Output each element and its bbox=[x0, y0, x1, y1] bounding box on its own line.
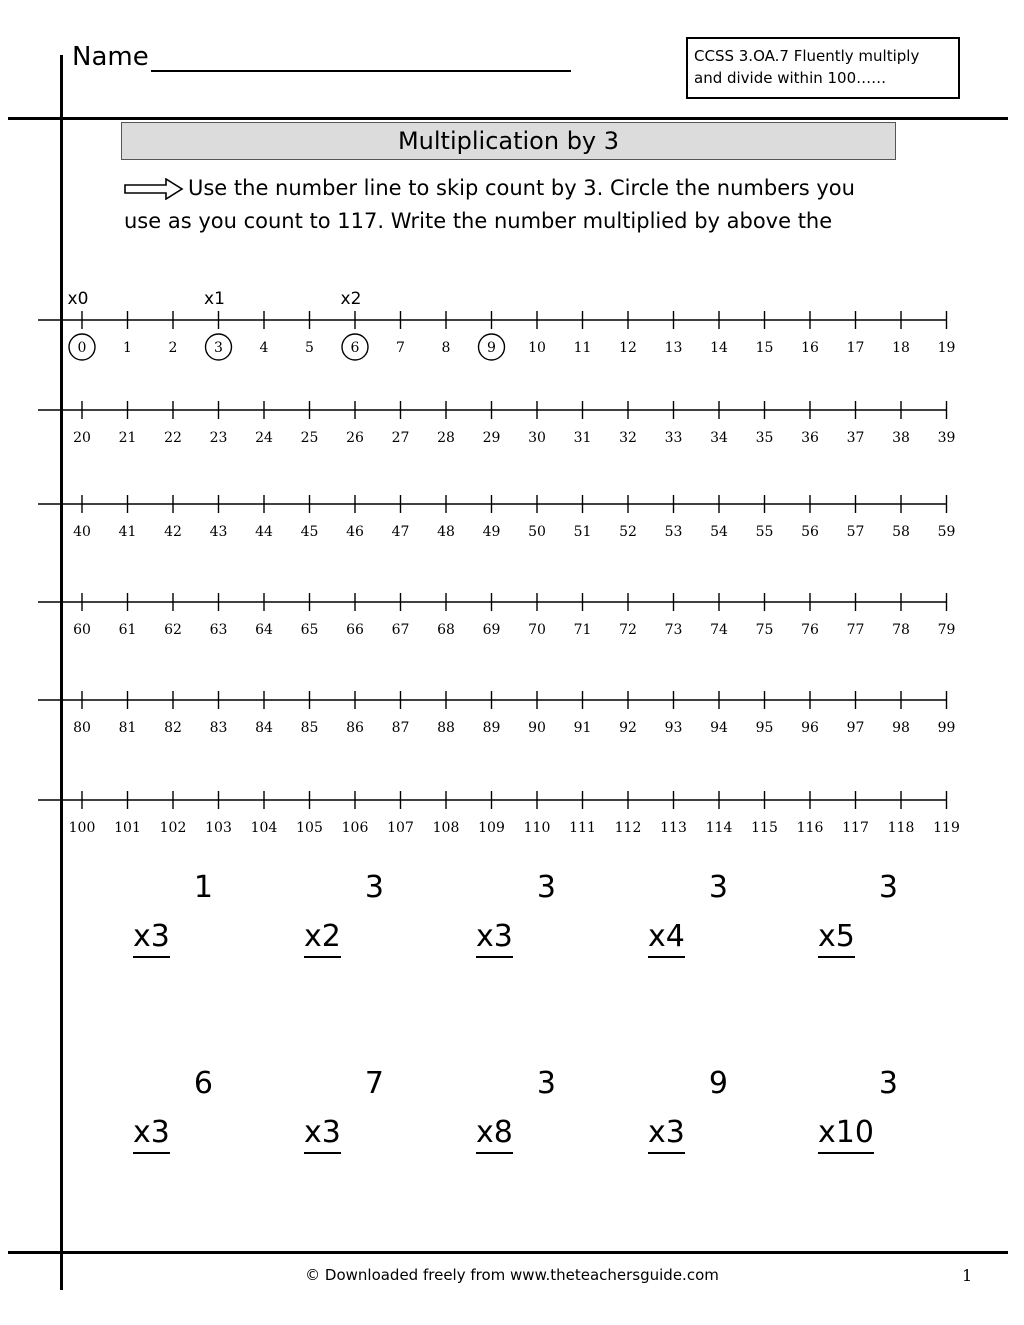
tick-label: 90 bbox=[528, 720, 546, 736]
multiplier-label: x2 bbox=[340, 289, 362, 309]
tick-label: 36 bbox=[801, 430, 819, 446]
tick-label: 49 bbox=[482, 524, 501, 540]
tick-label: 86 bbox=[346, 720, 364, 736]
tick-label: 45 bbox=[300, 524, 319, 540]
tick-label: 70 bbox=[528, 622, 546, 638]
tick-label: 8 bbox=[441, 340, 451, 356]
tick-label: 92 bbox=[619, 720, 637, 736]
tick-label: 11 bbox=[573, 340, 592, 356]
tick-label: 84 bbox=[255, 720, 273, 736]
footer-rule bbox=[8, 1251, 1008, 1254]
tick-label: 105 bbox=[296, 820, 323, 836]
tick-label: 72 bbox=[619, 622, 637, 638]
standard-box bbox=[686, 37, 960, 99]
header-rule bbox=[8, 117, 1008, 120]
tick-label: 68 bbox=[437, 622, 455, 638]
tick-label: 24 bbox=[255, 430, 273, 446]
problem-top-number: 1 bbox=[193, 870, 213, 905]
title-text: Multiplication by 3 bbox=[397, 127, 620, 155]
problem-top-number: 3 bbox=[878, 1066, 898, 1101]
tick-label: 63 bbox=[209, 622, 228, 638]
tick-label: 73 bbox=[664, 622, 683, 638]
problem-multiplier: x3 bbox=[133, 1114, 170, 1154]
tick-label: 109 bbox=[478, 820, 505, 836]
tick-label: 100 bbox=[68, 820, 96, 836]
name-blank[interactable] bbox=[151, 50, 571, 72]
tick-label: 43 bbox=[209, 524, 228, 540]
tick-label: 116 bbox=[796, 820, 824, 836]
tick-label: 50 bbox=[528, 524, 546, 540]
tick-label: 2 bbox=[168, 340, 178, 356]
problem-top-number: 3 bbox=[364, 870, 384, 905]
tick-label: 113 bbox=[660, 820, 687, 836]
tick-label: 53 bbox=[664, 524, 683, 540]
tick-label: 75 bbox=[755, 622, 774, 638]
tick-label: 0 bbox=[77, 340, 87, 356]
tick-label: 81 bbox=[118, 720, 137, 736]
tick-label: 41 bbox=[118, 524, 137, 540]
tick-label: 119 bbox=[933, 820, 960, 836]
problem-multiplier: x10 bbox=[818, 1114, 874, 1154]
tick-label: 103 bbox=[205, 820, 232, 836]
tick-label: 91 bbox=[573, 720, 592, 736]
tick-label: 7 bbox=[396, 340, 405, 356]
problem-top-number: 6 bbox=[193, 1066, 213, 1101]
tick-label: 88 bbox=[437, 720, 455, 736]
tick-label: 1 bbox=[123, 340, 132, 356]
tick-label: 39 bbox=[937, 430, 956, 446]
tick-label: 47 bbox=[391, 524, 410, 540]
tick-label: 115 bbox=[751, 820, 778, 836]
tick-label: 78 bbox=[892, 622, 910, 638]
tick-label: 66 bbox=[346, 622, 364, 638]
tick-label: 97 bbox=[846, 720, 865, 736]
tick-label: 108 bbox=[432, 820, 460, 836]
problem-top-number: 3 bbox=[878, 870, 898, 905]
tick-label: 61 bbox=[118, 622, 137, 638]
footer-credit: © Downloaded freely from www.theteachersguide.com bbox=[305, 1266, 719, 1284]
tick-label: 76 bbox=[801, 622, 819, 638]
tick-label: 110 bbox=[523, 820, 551, 836]
tick-label: 56 bbox=[801, 524, 819, 540]
tick-label: 38 bbox=[892, 430, 910, 446]
tick-label: 13 bbox=[664, 340, 683, 356]
tick-label: 9 bbox=[487, 340, 496, 356]
tick-label: 87 bbox=[391, 720, 410, 736]
tick-label: 32 bbox=[619, 430, 637, 446]
problem-multiplier: x8 bbox=[476, 1114, 513, 1154]
tick-label: 101 bbox=[114, 820, 141, 836]
tick-label: 93 bbox=[664, 720, 683, 736]
tick-label: 98 bbox=[892, 720, 910, 736]
multiplier-label: x1 bbox=[204, 289, 225, 309]
tick-label: 10 bbox=[528, 340, 546, 356]
tick-label: 58 bbox=[892, 524, 910, 540]
tick-label: 74 bbox=[710, 622, 728, 638]
problem-top-number: 3 bbox=[708, 870, 728, 905]
tick-label: 62 bbox=[164, 622, 182, 638]
tick-label: 59 bbox=[937, 524, 956, 540]
tick-label: 26 bbox=[346, 430, 364, 446]
tick-label: 5 bbox=[305, 340, 314, 356]
tick-label: 51 bbox=[573, 524, 592, 540]
tick-label: 95 bbox=[755, 720, 774, 736]
problem-top-number: 7 bbox=[364, 1066, 384, 1101]
tick-label: 40 bbox=[73, 524, 91, 540]
tick-label: 12 bbox=[619, 340, 637, 356]
tick-label: 82 bbox=[164, 720, 182, 736]
instructions-line-2: use as you count to 117. Write the number multiplied by above the bbox=[124, 209, 833, 233]
problem-multiplier: x3 bbox=[304, 1114, 341, 1154]
standard-line-2: and divide within 100…… bbox=[694, 69, 887, 87]
tick-label: 46 bbox=[346, 524, 364, 540]
tick-label: 37 bbox=[846, 430, 865, 446]
page-number: 1 bbox=[962, 1266, 973, 1285]
tick-label: 42 bbox=[164, 524, 182, 540]
tick-label: 94 bbox=[710, 720, 728, 736]
multiplier-label: x0 bbox=[67, 289, 89, 309]
instructions-line-1: Use the number line to skip count by 3. Circle the numbers you bbox=[188, 176, 855, 200]
name-field bbox=[72, 42, 571, 72]
tick-label: 64 bbox=[255, 622, 273, 638]
tick-label: 16 bbox=[801, 340, 819, 356]
tick-label: 48 bbox=[437, 524, 455, 540]
tick-label: 96 bbox=[801, 720, 819, 736]
tick-label: 52 bbox=[619, 524, 637, 540]
tick-label: 20 bbox=[73, 430, 91, 446]
tick-label: 14 bbox=[710, 340, 728, 356]
tick-label: 114 bbox=[705, 820, 733, 836]
tick-label: 112 bbox=[614, 820, 642, 836]
tick-label: 104 bbox=[250, 820, 278, 836]
standard-line-1: CCSS 3.OA.7 Fluently multiply bbox=[694, 47, 920, 65]
number-lines bbox=[0, 280, 1024, 850]
tick-label: 27 bbox=[391, 430, 410, 446]
instructions bbox=[124, 172, 904, 238]
tick-label: 21 bbox=[118, 430, 137, 446]
tick-label: 80 bbox=[73, 720, 91, 736]
tick-label: 31 bbox=[573, 430, 592, 446]
arrow-right-icon bbox=[124, 178, 184, 200]
tick-label: 89 bbox=[482, 720, 501, 736]
tick-label: 107 bbox=[387, 820, 414, 836]
tick-label: 19 bbox=[937, 340, 956, 356]
tick-label: 55 bbox=[755, 524, 774, 540]
problem-top-number: 3 bbox=[536, 1066, 556, 1101]
tick-label: 102 bbox=[159, 820, 187, 836]
problem-top-number: 3 bbox=[536, 870, 556, 905]
tick-label: 22 bbox=[164, 430, 182, 446]
tick-label: 18 bbox=[892, 340, 910, 356]
problem-multiplier: x5 bbox=[818, 918, 855, 958]
tick-label: 79 bbox=[937, 622, 956, 638]
tick-label: 29 bbox=[482, 430, 501, 446]
tick-label: 69 bbox=[482, 622, 501, 638]
tick-label: 117 bbox=[842, 820, 869, 836]
problem-multiplier: x3 bbox=[476, 918, 513, 958]
problem-multiplier: x3 bbox=[648, 1114, 685, 1154]
tick-label: 99 bbox=[937, 720, 956, 736]
tick-label: 60 bbox=[73, 622, 91, 638]
tick-label: 111 bbox=[569, 820, 596, 836]
tick-label: 83 bbox=[209, 720, 228, 736]
tick-label: 34 bbox=[710, 430, 728, 446]
problem-multiplier: x2 bbox=[304, 918, 341, 958]
worksheet-title bbox=[121, 122, 896, 160]
tick-label: 65 bbox=[300, 622, 319, 638]
problem-multiplier: x3 bbox=[133, 918, 170, 958]
tick-label: 23 bbox=[209, 430, 228, 446]
tick-label: 118 bbox=[887, 820, 915, 836]
tick-label: 28 bbox=[437, 430, 455, 446]
problem-multiplier: x4 bbox=[648, 918, 685, 958]
tick-label: 106 bbox=[341, 820, 369, 836]
tick-label: 4 bbox=[259, 340, 269, 356]
name-label: Name bbox=[72, 42, 149, 72]
tick-label: 30 bbox=[528, 430, 546, 446]
tick-label: 17 bbox=[846, 340, 865, 356]
tick-label: 85 bbox=[300, 720, 319, 736]
tick-label: 67 bbox=[391, 622, 410, 638]
tick-label: 3 bbox=[214, 340, 223, 356]
tick-label: 77 bbox=[846, 622, 865, 638]
tick-label: 35 bbox=[755, 430, 774, 446]
tick-label: 57 bbox=[846, 524, 865, 540]
tick-label: 25 bbox=[300, 430, 319, 446]
tick-label: 71 bbox=[573, 622, 592, 638]
tick-label: 54 bbox=[710, 524, 728, 540]
tick-label: 44 bbox=[255, 524, 273, 540]
tick-label: 6 bbox=[350, 340, 360, 356]
problem-top-number: 9 bbox=[708, 1066, 728, 1101]
tick-label: 15 bbox=[755, 340, 774, 356]
tick-label: 33 bbox=[664, 430, 683, 446]
